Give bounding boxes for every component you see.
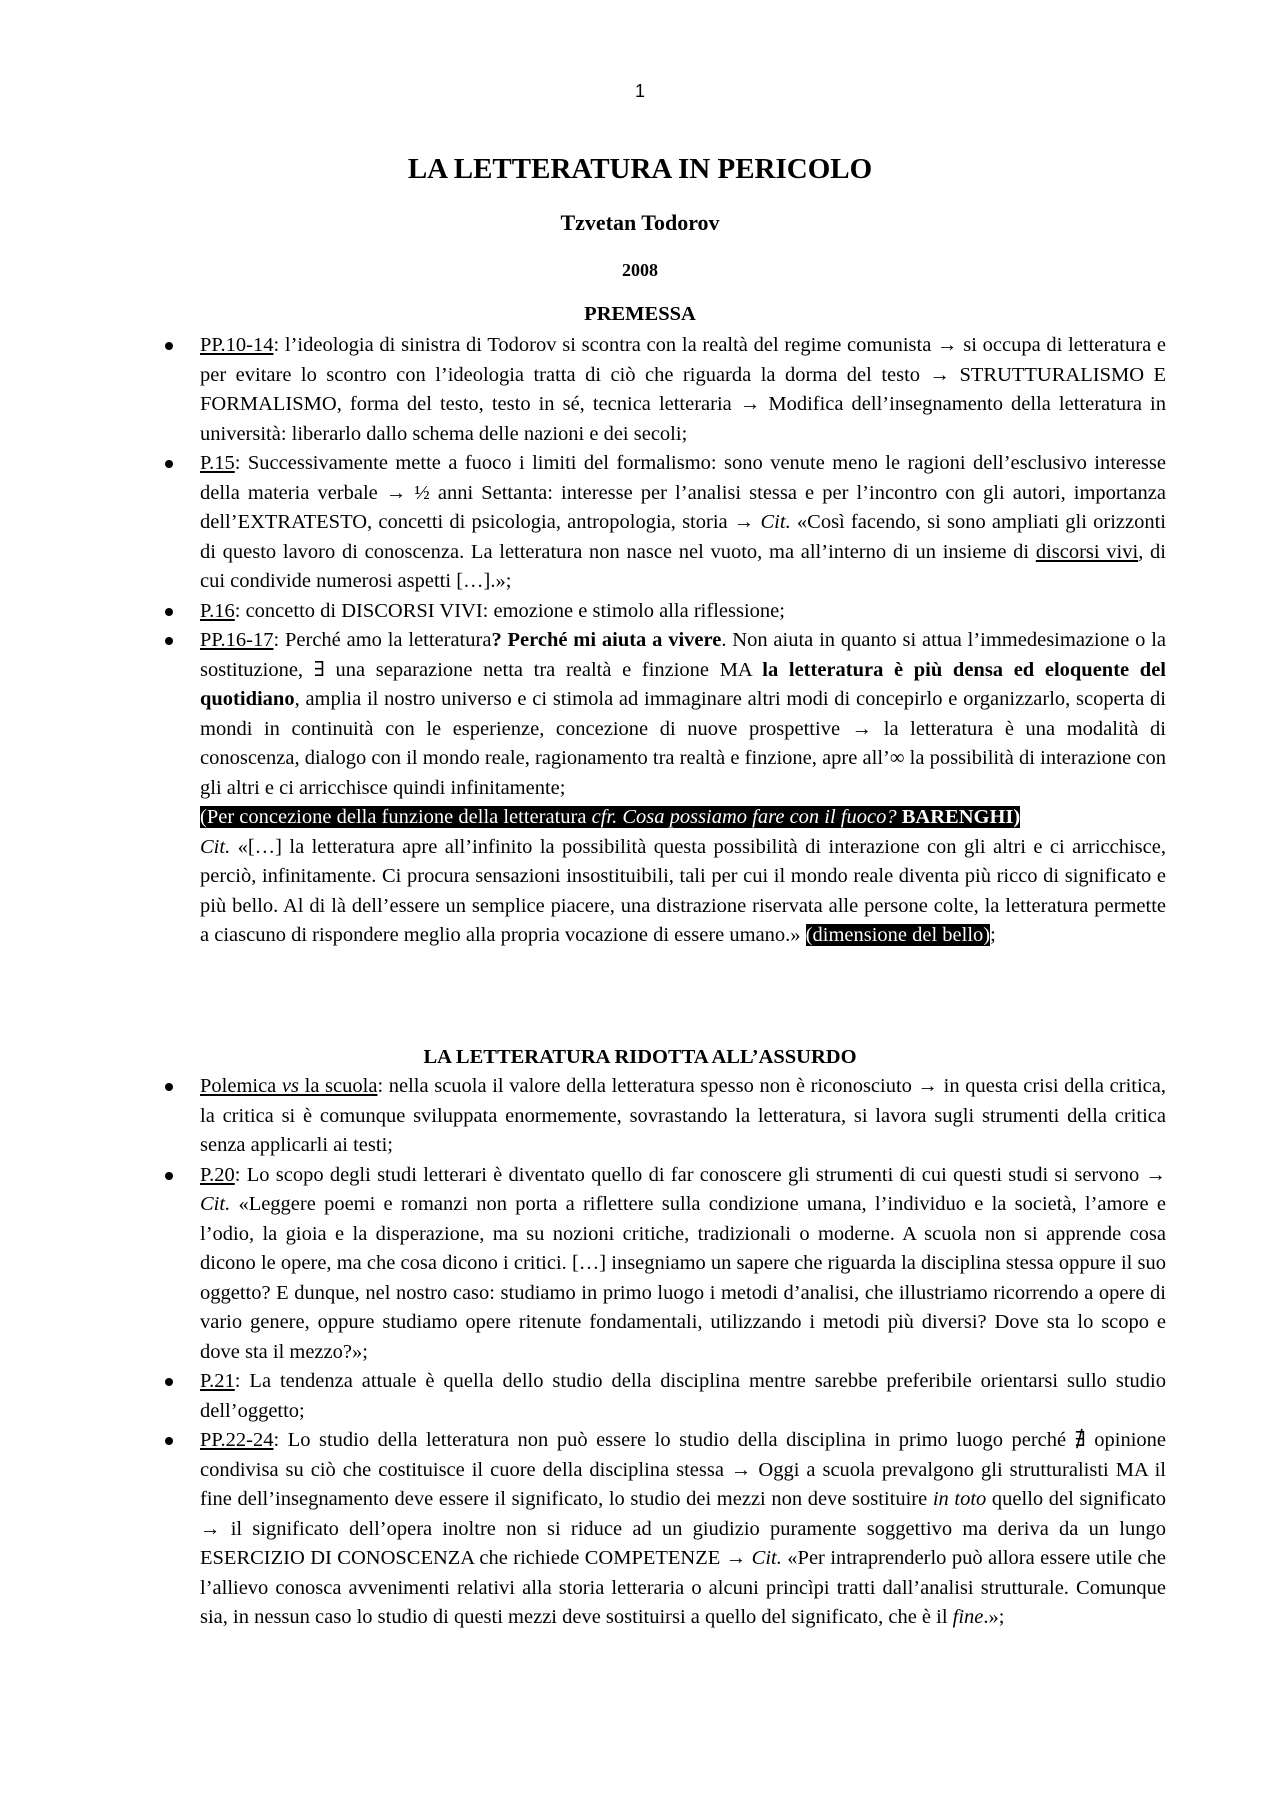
page-ref: P.15: [200, 452, 235, 474]
cit-label: Cit.: [200, 835, 231, 858]
item-text: : Successivamente mette a fuoco i limiti del formalismo: sono venute meno le ragioni dell’esclusivo interesse della materia verbale → ½ anni Settanta: interesse per l’analisi stessa e per l’incontro con gli autori, importanza dell’EXTRATESTO, concetti di psicologia, antropologia, storia →: [200, 452, 1166, 533]
italic-text: fine: [952, 1606, 984, 1628]
item-text: : l’ideologia di sinistra di Todorov si scontra con la realtà del regime comunista → si occupa di letteratura e per evitare lo scontro con l’ideologia tratta di ciò che riguarda la dorma del testo → STRUTTURALISMO E FORMALISMO, forma del testo, testo in sé, tecnica letteraria → Modifica dell’insegnamento della letteratura in università: liberarlo dallo schema delle nazioni e dei secoli;: [200, 334, 1166, 445]
quote-text: «[…] la letteratura apre all’infinito la possibilità questa possibilità di interazione con gli altri e ci arricchisce, perciò, infinitamente. Ci procura sensazioni insostituibili, tali per cui il mondo reale diventa più ricco di significato e più bello. Al di là dell’essere un semplice piacere, una distrazione riservata alle persone colte, la letteratura permette a ciascuno di rispondere meglio alla propria vocazione di essere umano.»: [200, 835, 1166, 946]
underlined-text: discorsi vivi: [1035, 540, 1139, 563]
cit-label: Cit.: [200, 1193, 231, 1215]
page-ref: P.20: [200, 1163, 235, 1186]
list-item: [0, 1161, 1166, 1368]
item-text: : Lo studio della letteratura non può essere lo studio della disciplina in primo luogo perché ∄ opinione condivisa su ciò che costituisce il cuore della disciplina stessa → Oggi a scuola prevalgono gli strutturalisti MA il fine dell’insegnamento deve essere il significato, lo studio dei mezzi non deve sostituire: [200, 1429, 1166, 1510]
item-text: : La tendenza attuale è quella dello studio della disciplina mentre sarebbe preferibile orientarsi sullo studio dell’oggetto;: [200, 1370, 1166, 1422]
item-text: , amplia il nostro universo e ci stimola ad immaginare altri modi di concepirlo e organizzarlo, scoperta di mondi in continuità con le esperienze, concezione di nuove prospettive → la letteratura è una modalità di conoscenza, dialogo con il mondo reale, ragionamento tra realtà e finzione, apre all’∞ la possibilità di interazione con gli altri e ci arricchisce quindi infinitamente;: [200, 688, 1166, 799]
note-text: (Per concezione della funzione della letteratura: [200, 806, 592, 828]
italic-text: in toto: [932, 1488, 987, 1510]
page-number: 1: [634, 81, 645, 101]
item-text: «Così facendo, si sono ampliati gli orizzonti di questo lavoro di conoscenza. La letteratura non nasce nel vuoto, ma all’interno di un insieme di: [200, 511, 1166, 563]
ref-part: la scuola: [299, 1075, 378, 1097]
topic-ref: [200, 1075, 377, 1097]
item-text: : nella scuola il valore della letteratura spesso non è riconosciuto → in questa crisi della critica, la critica si è comunque sviluppata enormemente, sovrastando la letteratura, si lavora sugli strumenti della critica senza applicarli ai testi;: [200, 1075, 1166, 1156]
item-text: : concetto di DISCORSI VIVI: emozione e stimolo alla riflessione;: [234, 599, 785, 622]
document-year: 2008: [622, 260, 658, 280]
ref-part: Polemica: [200, 1075, 282, 1097]
item-text: quello del significato → il significato dell’opera inoltre non si riduce ad un giudizio puramente soggettivo ma deriva da un lungo ESERCIZIO DI CONOSCENZA che richiede COMPETENZE →: [200, 1488, 1166, 1569]
page-ref: P.21: [200, 1370, 235, 1392]
highlight-note-end: (dimensione del bello): [805, 924, 991, 946]
page-ref: PP.16-17: [200, 629, 274, 651]
section-list-premessa: [0, 331, 1166, 951]
section-heading-premessa: PREMESSA: [584, 303, 696, 325]
item-text: .»;: [983, 1606, 1005, 1628]
page-ref: P.16: [200, 599, 235, 622]
list-item: [0, 1426, 1166, 1633]
item-text: ;: [990, 924, 996, 946]
list-item: [0, 1072, 1166, 1161]
section-list-assurdo: [0, 1072, 1166, 1633]
note-italic: cfr. Cosa possiamo fare con il fuoco?: [591, 806, 897, 828]
page-ref: PP.10-14: [200, 334, 274, 356]
highlight-line: [200, 803, 1166, 833]
list-item: [0, 1367, 1166, 1426]
document-author: Tzvetan Todorov: [560, 210, 720, 235]
list-item: [0, 597, 1166, 627]
list-item: [0, 626, 1166, 951]
highlight-note: [200, 806, 1020, 828]
cit-label: Cit.: [751, 1547, 782, 1569]
bold-text: ? Perché mi aiuta a vivere: [491, 629, 722, 651]
ref-part-italic: vs: [281, 1075, 299, 1097]
item-text: : Perché amo la letteratura: [273, 629, 492, 651]
document-title: LA LETTERATURA IN PERICOLO: [407, 153, 873, 185]
cit-label: Cit.: [760, 511, 791, 533]
note-bold: BARENGHI): [896, 806, 1021, 828]
item-text: «Leggere poemi e romanzi non porta a riflettere sulla condizione umana, l’individuo e la società, l’amore e l’odio, la gioia e la disperazione, ma su nozioni critiche, tradizionali o moderne. A scuola non si apprende cosa dicono le opere, ma che cosa dicono i critici. […] insegniamo un sapere che riguarda la disciplina stessa oppure il suo oggetto? E dunque, nel nostro caso: studiamo in primo luogo i metodi d’analisi, che illustriamo ricorrendo a opere di vario genere, oppure studiamo opere ritenute fondamentali, utilizzando i metodi più diversi? Dove sta lo scopo e dove sta il mezzo?»;: [200, 1193, 1166, 1363]
section-heading-assurdo: LA LETTERATURA RIDOTTA ALL’ASSURDO: [423, 1046, 857, 1068]
list-item: [0, 449, 1166, 597]
list-item: [0, 331, 1166, 449]
item-text: , di cui condivide numerosi aspetti […].»;: [200, 540, 1166, 592]
item-text: «Per intraprenderlo può allora essere utile che l’allievo conosca avvenimenti relativi alla storia letteraria o alcuni princìpi tratti dall’analisi strutturale. Comunque sia, in nessun caso lo studio di questi mezzi deve sostituirsi a quello del significato, che è il: [200, 1547, 1166, 1628]
item-text: . Non aiuta in quanto si attua l’immedesimazione o la sostituzione, ∃ una separazione netta tra realtà e finzione MA: [200, 629, 1167, 681]
page-ref: PP.22-24: [200, 1429, 274, 1451]
bold-text: la letteratura è più densa ed eloquente del quotidiano: [200, 658, 1166, 710]
item-text: : Lo scopo degli studi letterari è diventato quello di far conoscere gli strumenti di cui questi studi si servono →: [234, 1163, 1166, 1186]
